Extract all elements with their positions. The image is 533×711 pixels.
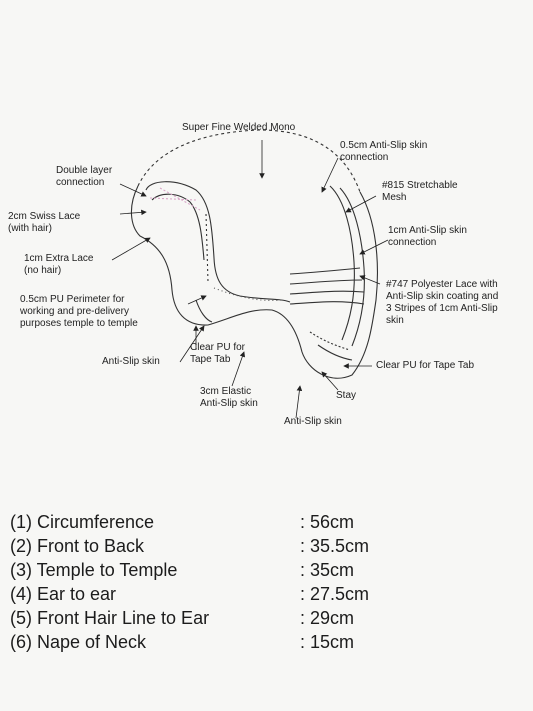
label-super-fine-welded-mono: Super Fine Welded Mono (182, 122, 296, 133)
measurement-label: (1) Circumference (10, 512, 155, 532)
measurement-label: (6) Nape of Neck (10, 632, 147, 652)
measurement-value: : 35cm (300, 560, 355, 580)
measurement-label: (4) Ear to ear (10, 584, 117, 604)
label-clear-pu-tape-tab-left: Clear PU for Tape Tab (190, 342, 246, 365)
measurement-row (10, 582, 530, 606)
label-anti-slip-connection-1cm: 1cm Anti-Slip skin connection (388, 225, 467, 248)
label-swiss-lace: 2cm Swiss Lace (with hair) (8, 211, 81, 234)
label-stay: Stay (336, 390, 357, 401)
measurement-row (10, 558, 530, 582)
measurement-row (10, 534, 530, 558)
measurement-value: : 15cm (300, 632, 355, 652)
measurement-row (10, 630, 530, 654)
measurement-value: : 56cm (300, 512, 355, 532)
measurement-row (10, 510, 530, 534)
cap-outer-outline (131, 186, 377, 378)
label-elastic-anti-slip: 3cm Elastic Anti-Slip skin (200, 386, 258, 409)
measurement-value: : 29cm (300, 608, 355, 628)
label-stretchable-mesh: #815 Stretchable Mesh (382, 180, 458, 203)
measurement-label: (3) Temple to Temple (10, 560, 178, 580)
measurement-label: (5) Front Hair Line to Ear (10, 608, 210, 628)
measurement-value: : 27.5cm (300, 584, 370, 604)
label-anti-slip-connection-top: 0.5cm Anti-Slip skin connection (340, 140, 428, 163)
measurement-value: : 35.5cm (300, 536, 370, 556)
label-extra-lace: 1cm Extra Lace (no hair) (24, 253, 94, 276)
label-clear-pu-tape-tab-right: Clear PU for Tape Tab (376, 360, 475, 371)
label-anti-slip-skin-left: Anti-Slip skin (102, 356, 160, 367)
label-anti-slip-skin-bottom: Anti-Slip skin (284, 416, 342, 427)
lace-inner-outline (146, 182, 290, 302)
label-pu-perimeter: 0.5cm PU Perimeter for working and pre-delivery purposes temple to temple (20, 294, 138, 329)
extra-lace-outline (152, 194, 204, 260)
measurement-row (10, 606, 530, 630)
label-double-layer-connection: Double layer connection (56, 165, 113, 188)
label-polyester-lace: #747 Polyester Lace with Anti-Slip skin coating and 3 Stripes of 1cm Anti-Slip skin (386, 279, 499, 326)
measurement-label: (2) Front to Back (10, 536, 145, 556)
